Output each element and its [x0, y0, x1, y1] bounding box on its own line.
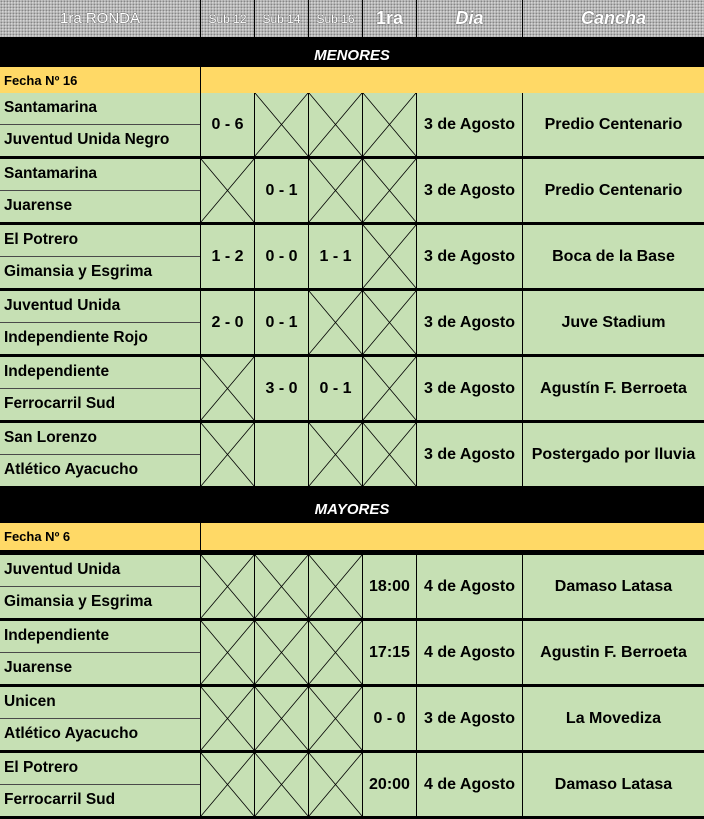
- away-team: Independiente Rojo: [4, 329, 148, 347]
- sub14-cell: 0 - 1: [255, 291, 309, 355]
- header-cancha: Cancha: [523, 0, 704, 38]
- home-team: Santamarina: [0, 159, 200, 191]
- cancha-cell: Agustín F. Berroeta: [523, 357, 704, 421]
- match-row: [0, 753, 704, 817]
- match-teams: [0, 621, 201, 685]
- dia-cell: 3 de Agosto: [417, 93, 523, 157]
- primera-cell: 17:15: [363, 621, 417, 685]
- sub14-cell: [255, 423, 309, 487]
- cancha-cell: Boca de la Base: [523, 225, 704, 289]
- home-team: Juventud Unida: [0, 291, 200, 323]
- sub12-not-played-cross: [201, 159, 255, 223]
- match-row: [0, 621, 704, 685]
- header-dia: Dia: [417, 0, 523, 38]
- cancha-cell: Juve Stadium: [523, 291, 704, 355]
- primera-not-played-cross: [363, 159, 417, 223]
- away-team: Atlético Ayacucho: [4, 725, 139, 743]
- cancha-cell: Postergado por lluvia: [523, 423, 704, 487]
- sub16-not-played-cross: [309, 291, 363, 355]
- match-row: [0, 159, 704, 223]
- match-teams: [0, 753, 201, 817]
- sub16-not-played-cross: [309, 555, 363, 619]
- dia-cell: 3 de Agosto: [417, 159, 523, 223]
- header-sub12: Sub 12: [201, 0, 255, 38]
- away-team: Atlético Ayacucho: [4, 461, 139, 479]
- match-row: [0, 687, 704, 751]
- match-row: [0, 423, 704, 487]
- sub16-not-played-cross: [309, 93, 363, 157]
- sub14-not-played-cross: [255, 555, 309, 619]
- header-sub16: Sub 16: [309, 0, 363, 38]
- primera-not-played-cross: [363, 423, 417, 487]
- sub12-not-played-cross: [201, 687, 255, 751]
- cancha-cell: Agustin F. Berroeta: [523, 621, 704, 685]
- away-team: Ferrocarril Sud: [4, 395, 116, 413]
- sub16-cell: 0 - 1: [309, 357, 363, 421]
- primera-not-played-cross: [363, 357, 417, 421]
- section-menores-title: MENORES: [0, 41, 704, 70]
- cancha-cell: Predio Centenario: [523, 93, 704, 157]
- fecha-mayores-bar: [0, 522, 704, 550]
- match-teams: [0, 687, 201, 751]
- sub14-cell: 0 - 1: [255, 159, 309, 223]
- sub12-cell: 0 - 6: [201, 93, 255, 157]
- sub16-not-played-cross: [309, 687, 363, 751]
- away-team: Juarense: [4, 659, 73, 677]
- match-teams: [0, 159, 201, 223]
- sub12-cell: 1 - 2: [201, 225, 255, 289]
- match-row: [0, 225, 704, 289]
- away-team: Juarense: [4, 197, 73, 215]
- home-team: Juventud Unida: [0, 555, 200, 587]
- fecha-mayores-label: Fecha Nº 6: [0, 523, 201, 550]
- dia-cell: 3 de Agosto: [417, 423, 523, 487]
- dia-cell: 3 de Agosto: [417, 357, 523, 421]
- sub12-not-played-cross: [201, 555, 255, 619]
- header-round: 1ra RONDA: [0, 0, 201, 38]
- sub16-not-played-cross: [309, 159, 363, 223]
- sub14-not-played-cross: [255, 753, 309, 817]
- primera-not-played-cross: [363, 225, 417, 289]
- dia-cell: 4 de Agosto: [417, 555, 523, 619]
- home-team: Independiente: [0, 357, 200, 389]
- primera-cell: 20:00: [363, 753, 417, 817]
- home-team: San Lorenzo: [0, 423, 200, 455]
- sub16-cell: 1 - 1: [309, 225, 363, 289]
- cancha-cell: Damaso Latasa: [523, 753, 704, 817]
- match-teams: [0, 225, 201, 289]
- primera-cell: 18:00: [363, 555, 417, 619]
- home-team: Santamarina: [0, 93, 200, 125]
- away-team: Juventud Unida Negro: [4, 131, 170, 149]
- away-team: Gimansia y Esgrima: [4, 263, 153, 281]
- match-row: [0, 357, 704, 421]
- sub14-not-played-cross: [255, 93, 309, 157]
- match-teams: [0, 423, 201, 487]
- fecha-menores-bar: [0, 66, 704, 94]
- match-teams: [0, 555, 201, 619]
- sub14-not-played-cross: [255, 687, 309, 751]
- sub12-not-played-cross: [201, 357, 255, 421]
- sub12-not-played-cross: [201, 753, 255, 817]
- match-row: [0, 291, 704, 355]
- section-mayores-title: MAYORES: [0, 495, 704, 524]
- dia-cell: 4 de Agosto: [417, 621, 523, 685]
- match-teams: [0, 357, 201, 421]
- header-sub14: Sub 14: [255, 0, 309, 38]
- match-teams: [0, 93, 201, 157]
- home-team: El Potrero: [0, 753, 200, 785]
- match-row: [0, 555, 704, 619]
- sub14-not-played-cross: [255, 621, 309, 685]
- sub14-cell: 3 - 0: [255, 357, 309, 421]
- home-team: El Potrero: [0, 225, 200, 257]
- match-teams: [0, 291, 201, 355]
- match-row: [0, 93, 704, 157]
- primera-not-played-cross: [363, 93, 417, 157]
- sub12-not-played-cross: [201, 621, 255, 685]
- primera-cell: 0 - 0: [363, 687, 417, 751]
- dia-cell: 3 de Agosto: [417, 291, 523, 355]
- home-team: Unicen: [0, 687, 200, 719]
- primera-not-played-cross: [363, 291, 417, 355]
- sub16-not-played-cross: [309, 753, 363, 817]
- sub12-not-played-cross: [201, 423, 255, 487]
- sub14-cell: 0 - 0: [255, 225, 309, 289]
- sub12-cell: 2 - 0: [201, 291, 255, 355]
- cancha-cell: Predio Centenario: [523, 159, 704, 223]
- cancha-cell: Damaso Latasa: [523, 555, 704, 619]
- fecha-menores-label: Fecha Nº 16: [0, 67, 201, 94]
- away-team: Gimansia y Esgrima: [4, 593, 153, 611]
- home-team: Independiente: [0, 621, 200, 653]
- header-primera: 1ra: [363, 0, 417, 38]
- cancha-cell: La Movediza: [523, 687, 704, 751]
- dia-cell: 3 de Agosto: [417, 225, 523, 289]
- sub16-not-played-cross: [309, 423, 363, 487]
- sub16-not-played-cross: [309, 621, 363, 685]
- away-team: Ferrocarril Sud: [4, 791, 116, 809]
- dia-cell: 3 de Agosto: [417, 687, 523, 751]
- dia-cell: 4 de Agosto: [417, 753, 523, 817]
